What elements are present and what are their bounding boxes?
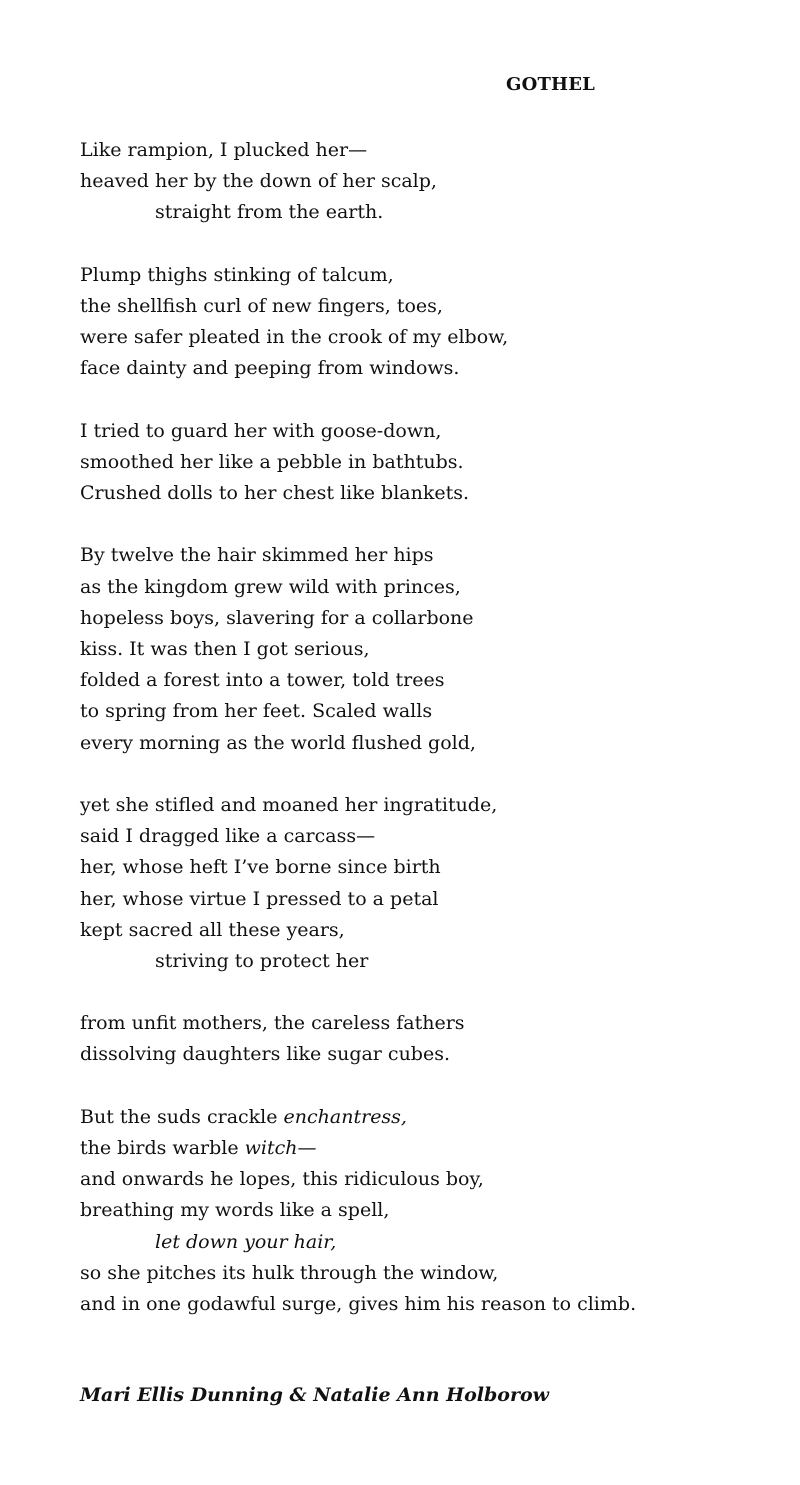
poem-line [80,1102,760,1133]
poem-body [80,135,760,1320]
stanza-6 [80,1008,760,1070]
poem-line: the shellfish curl of new fingers, toes, [80,294,443,317]
italic-word: witch [244,1137,298,1159]
poem-line: and in one godawful surge, gives him his reason to climb. [80,1292,637,1315]
stanza-break [80,977,760,1008]
poem-line: her, whose heft I’ve borne since birth [80,856,441,879]
poem-line [80,1133,760,1164]
poem-line: to spring from her feet. Scaled walls [80,700,433,723]
stanza-5 [80,790,760,977]
stanza-break [80,759,760,790]
poem-line: said I dragged like a carcass— [80,825,376,848]
poem-line: hopeless boys, slavering for a collarbone [80,606,474,629]
poem-line: heaved her by the down of her scalp, [80,170,437,193]
poem-line: so she pitches its hulk through the window, [80,1261,499,1284]
poem-line: her, whose virtue I pressed to a petal [80,887,439,910]
poem-title: GOTHEL [506,74,596,95]
poem-line: were safer pleated in the crook of my elbow, [80,326,509,349]
poem-line: yet she stifled and moaned her ingratitude, [80,793,498,816]
stanza-4 [80,540,760,758]
poem-line: kept sacred all these years, [80,918,345,941]
poem-line: Crushed dolls to her chest like blankets. [80,482,470,505]
stanza-break [80,385,760,416]
stanza-3 [80,416,760,510]
poem-line: kiss. It was then I got serious, [80,638,370,660]
stanza-2 [80,260,760,385]
stanza-break [80,1071,760,1102]
poem-line: breathing my words like a spell, [80,1199,390,1222]
poem-line-indented-italic [80,1227,760,1258]
italic-word: enchantress, [283,1105,407,1128]
poem-line-indented: striving to protect her [155,949,369,972]
poem-line-text: — [297,1137,317,1159]
author-credit: Mari Ellis Dunning & Natalie Ann Holborow [80,1384,549,1406]
poem-line: face dainty and peeping from windows. [80,357,460,380]
poem-line: smoothed her like a pebble in bathtubs. [80,450,464,473]
poem-line-text: the birds warble [80,1137,245,1159]
poem-line: By twelve the hair skimmed her hips [80,544,434,567]
italic-line: let down your hair, [155,1230,337,1253]
stanza-break [80,229,760,260]
poem-line: from unfit mothers, the careless fathers [80,1012,465,1035]
poem-line: Plump thighs stinking of talcum, [80,263,394,286]
stanza-1 [80,135,760,229]
poem-line: folded a forest into a tower, told trees [80,669,445,692]
poem-line: every morning as the world flushed gold, [80,731,476,754]
poem-line: as the kingdom grew wild with princes, [80,575,461,598]
stanza-break [80,509,760,540]
poem-line-text: But the suds crackle [80,1105,284,1128]
poem-line: and onwards he lopes, this ridiculous boy, [80,1168,484,1191]
poem-line: dissolving daughters like sugar cubes. [80,1043,451,1066]
poem-line: I tried to guard her with goose-down, [80,419,442,442]
poem-line-indented: straight from the earth. [155,201,384,224]
stanza-7 [80,1102,760,1320]
poem-line: Like rampion, I plucked her— [80,139,368,161]
